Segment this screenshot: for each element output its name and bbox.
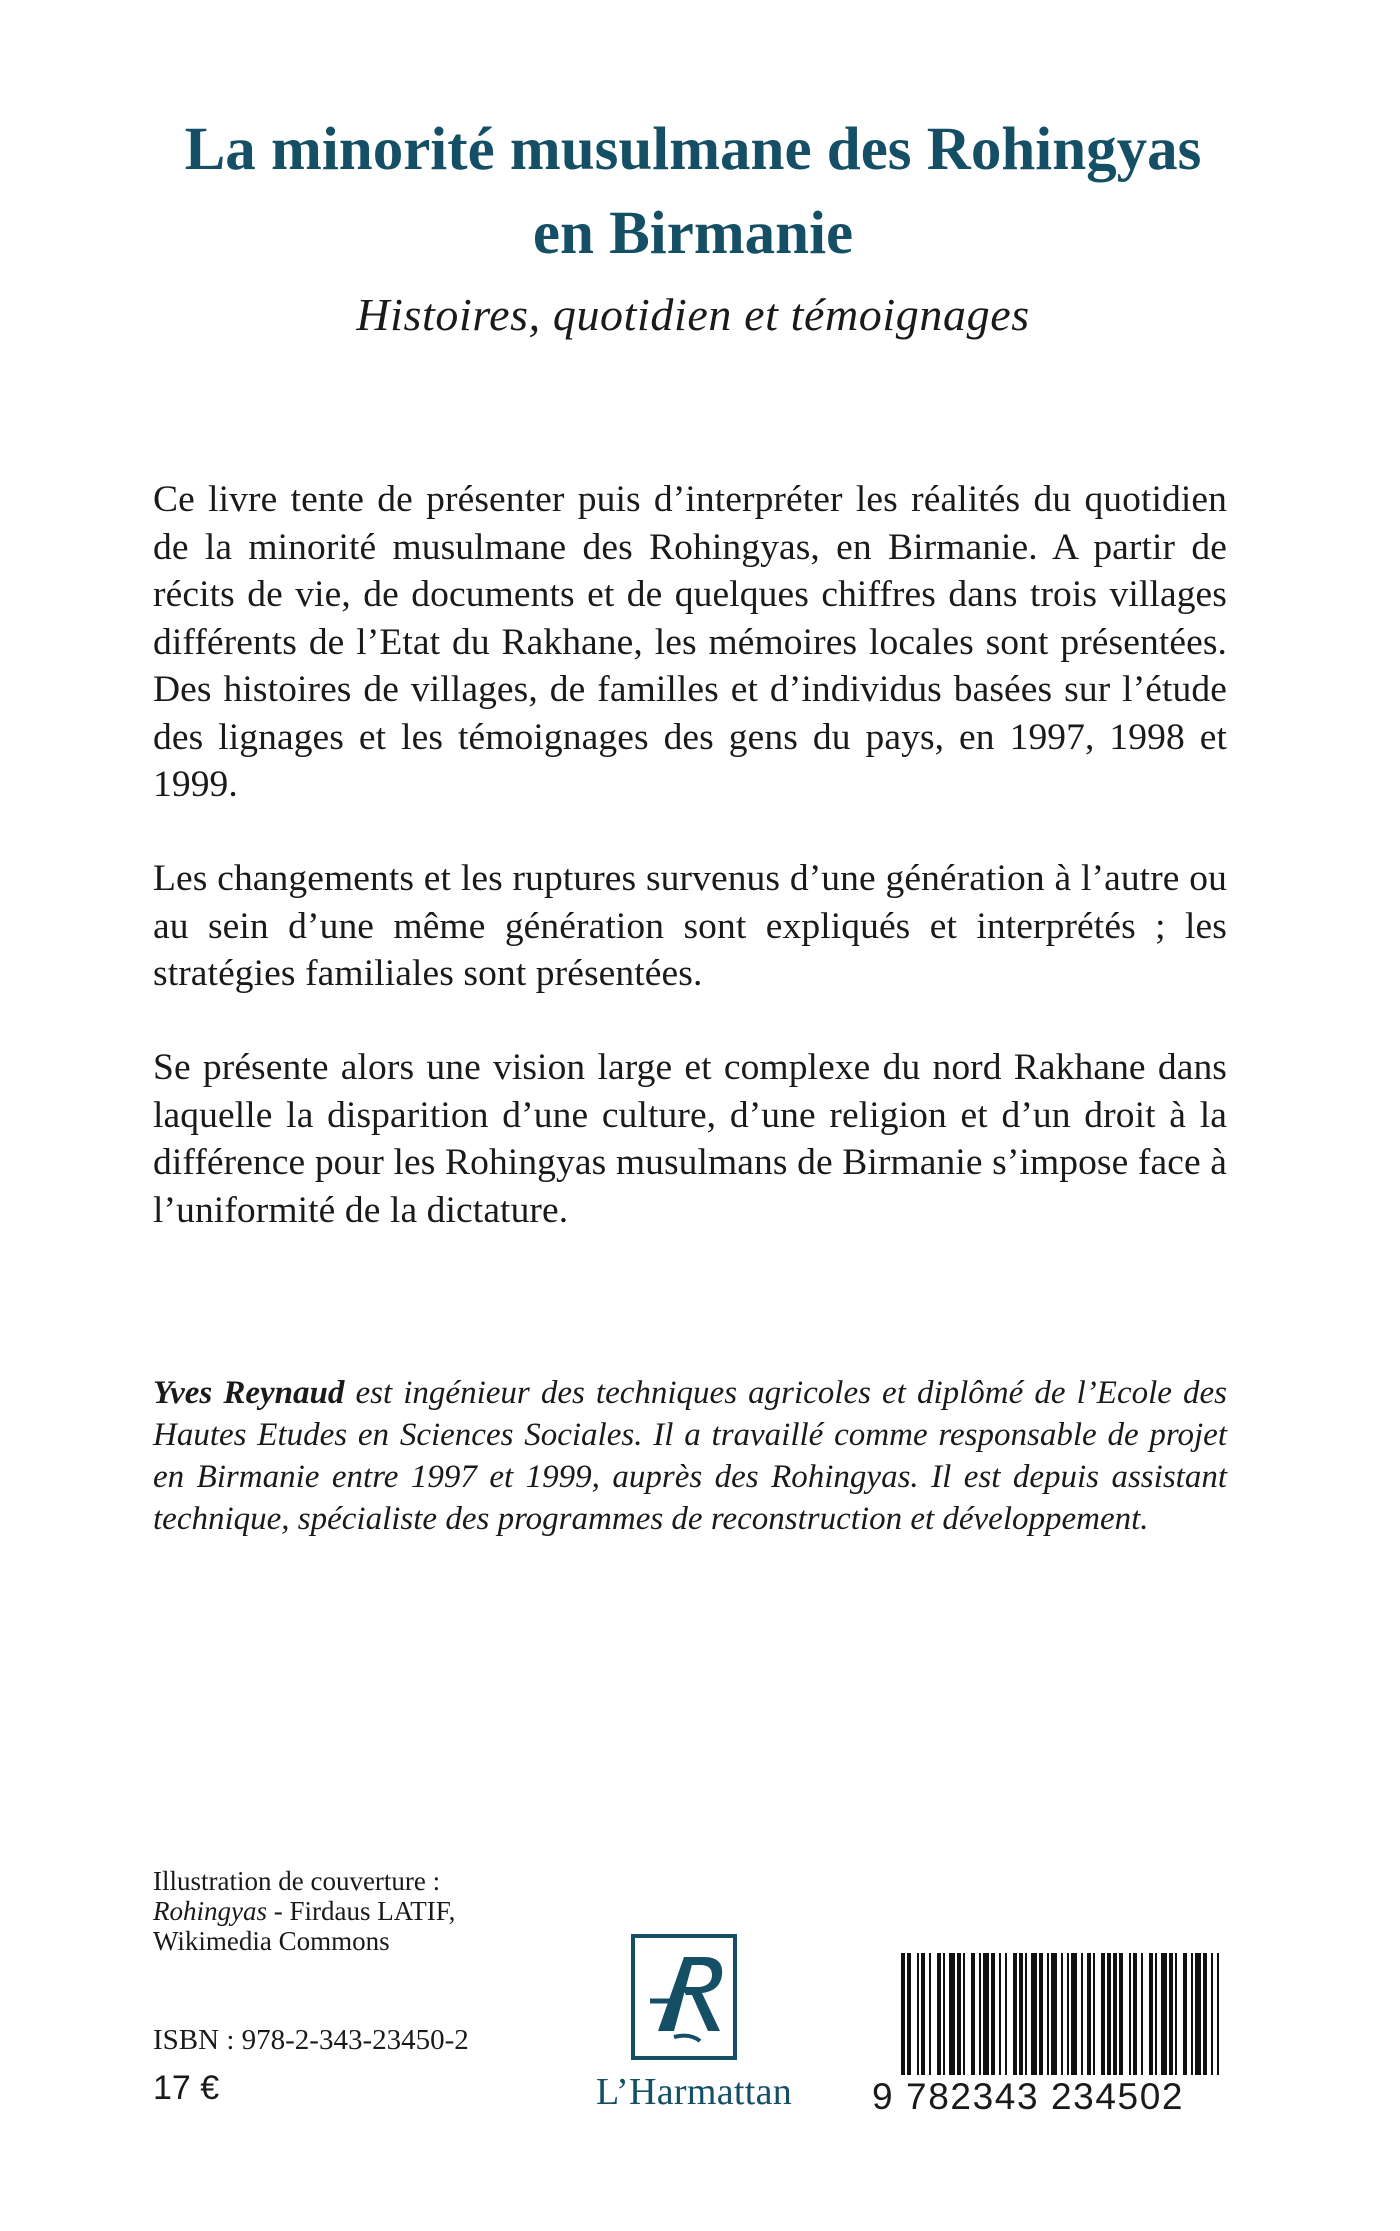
barcode-bar [957, 1953, 961, 2075]
summary-paragraph-1: Ce livre tente de présenter puis d’interpréter les réalités du quotidien de la minorité musulmane des Rohingyas, en Birmanie. A partir de récits de vie, de documents et de quelques chiffres dans trois villages différents de l’Etat du Rakhane, les mémoires locales sont présentées. Des histoires de villages, de familles et d’individus basées sur l’étude des lignages et les témoignages des gens du pays, en 1997, 1998 et 1999. [153, 479, 1227, 805]
harmattan-logo-icon [630, 1933, 738, 2061]
credits-artist: - Firdaus LATIF, [267, 1896, 456, 1926]
barcode-digits: 9 782343 234502 [872, 2076, 1185, 2117]
barcode-bar [983, 1953, 989, 2075]
author-bio [153, 1372, 1227, 1540]
publisher-name [596, 2070, 792, 2114]
barcode-bar [1039, 1953, 1043, 2075]
publisher-prefix: L’ [596, 2071, 629, 2113]
book-title [0, 108, 1386, 276]
barcode-bar [1149, 1953, 1153, 2075]
barcode-bar [971, 1953, 975, 2075]
credits-label: Illustration de couverture : [153, 1866, 441, 1896]
barcode-bar [1119, 1953, 1123, 2075]
barcode-bar [917, 1953, 919, 2075]
barcode-bar [1107, 1953, 1111, 2075]
barcode-bar [1141, 1953, 1143, 2075]
barcode-bar [1019, 1953, 1023, 2075]
barcode-bar [1025, 1953, 1027, 2075]
barcode-bar [963, 1953, 965, 2075]
barcode-bar [1195, 1953, 1201, 2075]
barcode-bar [1061, 1953, 1063, 2075]
barcode-bar [1183, 1953, 1187, 2075]
barcode-bar [1087, 1953, 1091, 2075]
barcode-bar [1071, 1953, 1077, 2075]
barcode-bar [999, 1953, 1001, 2075]
price: 17 € [153, 2069, 220, 2107]
barcode-bar [929, 1953, 931, 2075]
barcode-bar [979, 1953, 981, 2075]
barcode-bar [1067, 1953, 1069, 2075]
author-name: Yves Reynaud [153, 1375, 345, 1411]
barcode-bar [1129, 1953, 1131, 2075]
barcode-bar [901, 1953, 905, 2075]
barcode-bar [1133, 1953, 1137, 2075]
isbn-barcode [901, 1953, 1219, 2075]
barcode-bar [1113, 1953, 1117, 2075]
barcode-bar [1101, 1953, 1105, 2075]
isbn: ISBN : 978-2-343-23450-2 [153, 2024, 469, 2056]
author-bio-text: est ingénieur des techniques agricoles et diplômé de l’Ecole des Hautes Etudes en Sciences Sociales. Il a travaillé comme responsable de projet en Birmanie entre 1997 et 1999, auprès des Rohingyas. Il est depuis assistant technique, spécialiste des programmes de reconstruction et développement. [153, 1375, 1227, 1537]
barcode-bar [991, 1953, 995, 2075]
barcode-bar [1175, 1953, 1177, 2075]
publisher-word: Harmattan [628, 2071, 793, 2113]
barcode-bar [1031, 1953, 1037, 2075]
barcode-bar [1191, 1953, 1193, 2075]
summary-paragraph-3: Se présente alors une vision large et complexe du nord Rakhane dans laquelle la disparition d’une culture, d’une religion et d’un droit à la différence pour les Rohingyas musulmans de Birmanie s’impose face à l’uniformité de la dictature. [153, 1047, 1227, 1231]
barcode-bar [1161, 1953, 1167, 2075]
barcode-bar [943, 1953, 945, 2075]
summary-paragraph-2: Les changements et les ruptures survenus d’une génération à l’autre ou au sein d’une même génération sont expliqués et interprétés ; les stratégies familiales sont présentées. [153, 858, 1227, 994]
cover-credits [153, 1866, 455, 1956]
barcode-bar [1013, 1953, 1017, 2075]
barcode-bar [1155, 1953, 1157, 2075]
barcode-bar [1169, 1953, 1173, 2075]
barcode-bar [937, 1953, 941, 2075]
barcode-bar [1211, 1953, 1213, 2075]
credits-source: Wikimedia Commons [153, 1926, 390, 1956]
credits-work-line [153, 1896, 455, 1926]
book-subtitle: Histoires, quotidien et témoignages [356, 289, 1030, 340]
barcode-bar [949, 1953, 955, 2075]
title-line-2: en Birmanie [532, 200, 854, 267]
credits-work: Rohingyas [153, 1896, 267, 1926]
barcode-bar [1217, 1953, 1219, 2075]
barcode-bar [1203, 1953, 1207, 2075]
barcode-bar [907, 1953, 911, 2075]
barcode-bar [1081, 1953, 1083, 2075]
title-line-1: La minorité musulmane des Rohingyas [184, 116, 1202, 183]
barcode-bar [1093, 1953, 1095, 2075]
barcode-bar [1005, 1953, 1007, 2075]
barcode-bar [1051, 1953, 1057, 2075]
barcode-bar [921, 1953, 925, 2075]
barcode-bar [1047, 1953, 1049, 2075]
